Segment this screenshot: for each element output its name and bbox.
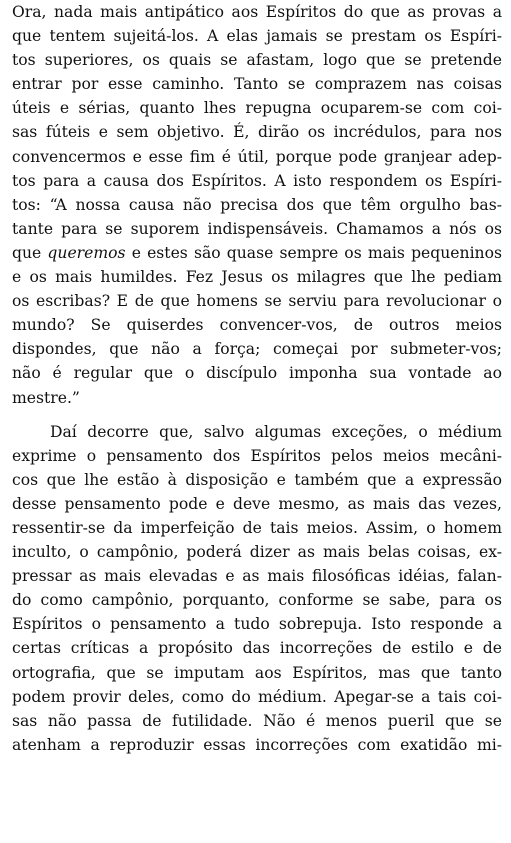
document-page [12,0,502,757]
text-line: ressentir-se da imperfeição de tais meios. Assim, o homem [12,518,502,537]
text-line: os escribas? E de que homens se serviu para revolucionar o [12,292,502,311]
text-line: úteis e sérias, quanto lhes repugna ocuparem-se com coi- [12,99,502,118]
text-line: Daí decorre que, salvo algumas exceções, o médium [50,422,502,441]
text-line: desse pensamento pode e deve mesmo, as mais das vezes, [12,494,502,513]
text-line: Ora, nada mais antipático aos Espíritos do que as provas a [12,3,502,21]
text-line: cos que lhe estão à disposição e também que a expressão [12,470,502,489]
text-line: podem provir deles, como do médium. Apegar-se a tais coi- [12,687,502,706]
text-segment: e estes são quase sempre os mais pequeninos [131,243,502,262]
text-line: inculto, o campônio, poderá dizer as mais belas coisas, ex- [12,543,502,562]
paragraph-1 [12,0,502,410]
text-line: que tentem sujeitá-los. A elas jamais se prestam os Espíri- [12,27,502,46]
text-line: e os mais humildes. Fez Jesus os milagres que lhe pediam [12,268,502,287]
text-line: mundo? Se quiserdes convencer-vos, de outros meios [12,316,502,335]
text-line: certas críticas a propósito das incorreções de estilo e de [12,639,502,658]
text-line: tos: “A nossa causa não precisa dos que têm orgulho bas- [12,195,502,214]
text-line: sas fúteis e sem objetivo. É, dirão os incrédulos, para nos [12,123,502,142]
paragraph-gap [12,410,502,420]
text-line: pressar as mais elevadas e as mais filosóficas idéias, falan- [12,567,502,586]
text-line: tante para se suporem indispensáveis. Chamamos a nós os [12,219,502,238]
text-line: ortografia, que se imputam aos Espíritos, mas que tanto [12,663,502,682]
text-line: dispondes, que não a força; começai por submeter-vos; [12,340,502,359]
text-line: sas não passa de futilidade. Não é menos pueril que se [12,711,502,730]
text-line: Espíritos o pensamento a tudo sobrepuja. Isto responde a [12,615,502,634]
text-line: convencermos e esse fim é útil, porque pode granjear adep- [12,147,502,166]
text-line: exprime o pensamento dos Espíritos pelos meios mecâni- [12,446,502,465]
text-line: atenham a reproduzir essas incorreções com exatidão mi- [12,735,502,754]
text-line: entrar por esse caminho. Tanto se comprazem nas coisas [12,75,502,94]
text-segment: que [12,243,42,262]
text-line: tos superiores, os quais se afastam, logo que se pretende [12,51,502,70]
paragraph-2 [12,420,502,757]
emphasized-word: queremos [47,243,126,262]
text-line-with-emphasis [12,241,502,265]
text-line: não é regular que o discípulo imponha sua vontade ao [12,364,502,383]
text-line: tos para a causa dos Espíritos. A isto respondem os Espíri- [12,171,502,190]
text-line: mestre.” [12,388,80,407]
text-line: do como campônio, porquanto, conforme se sabe, para os [12,591,502,610]
